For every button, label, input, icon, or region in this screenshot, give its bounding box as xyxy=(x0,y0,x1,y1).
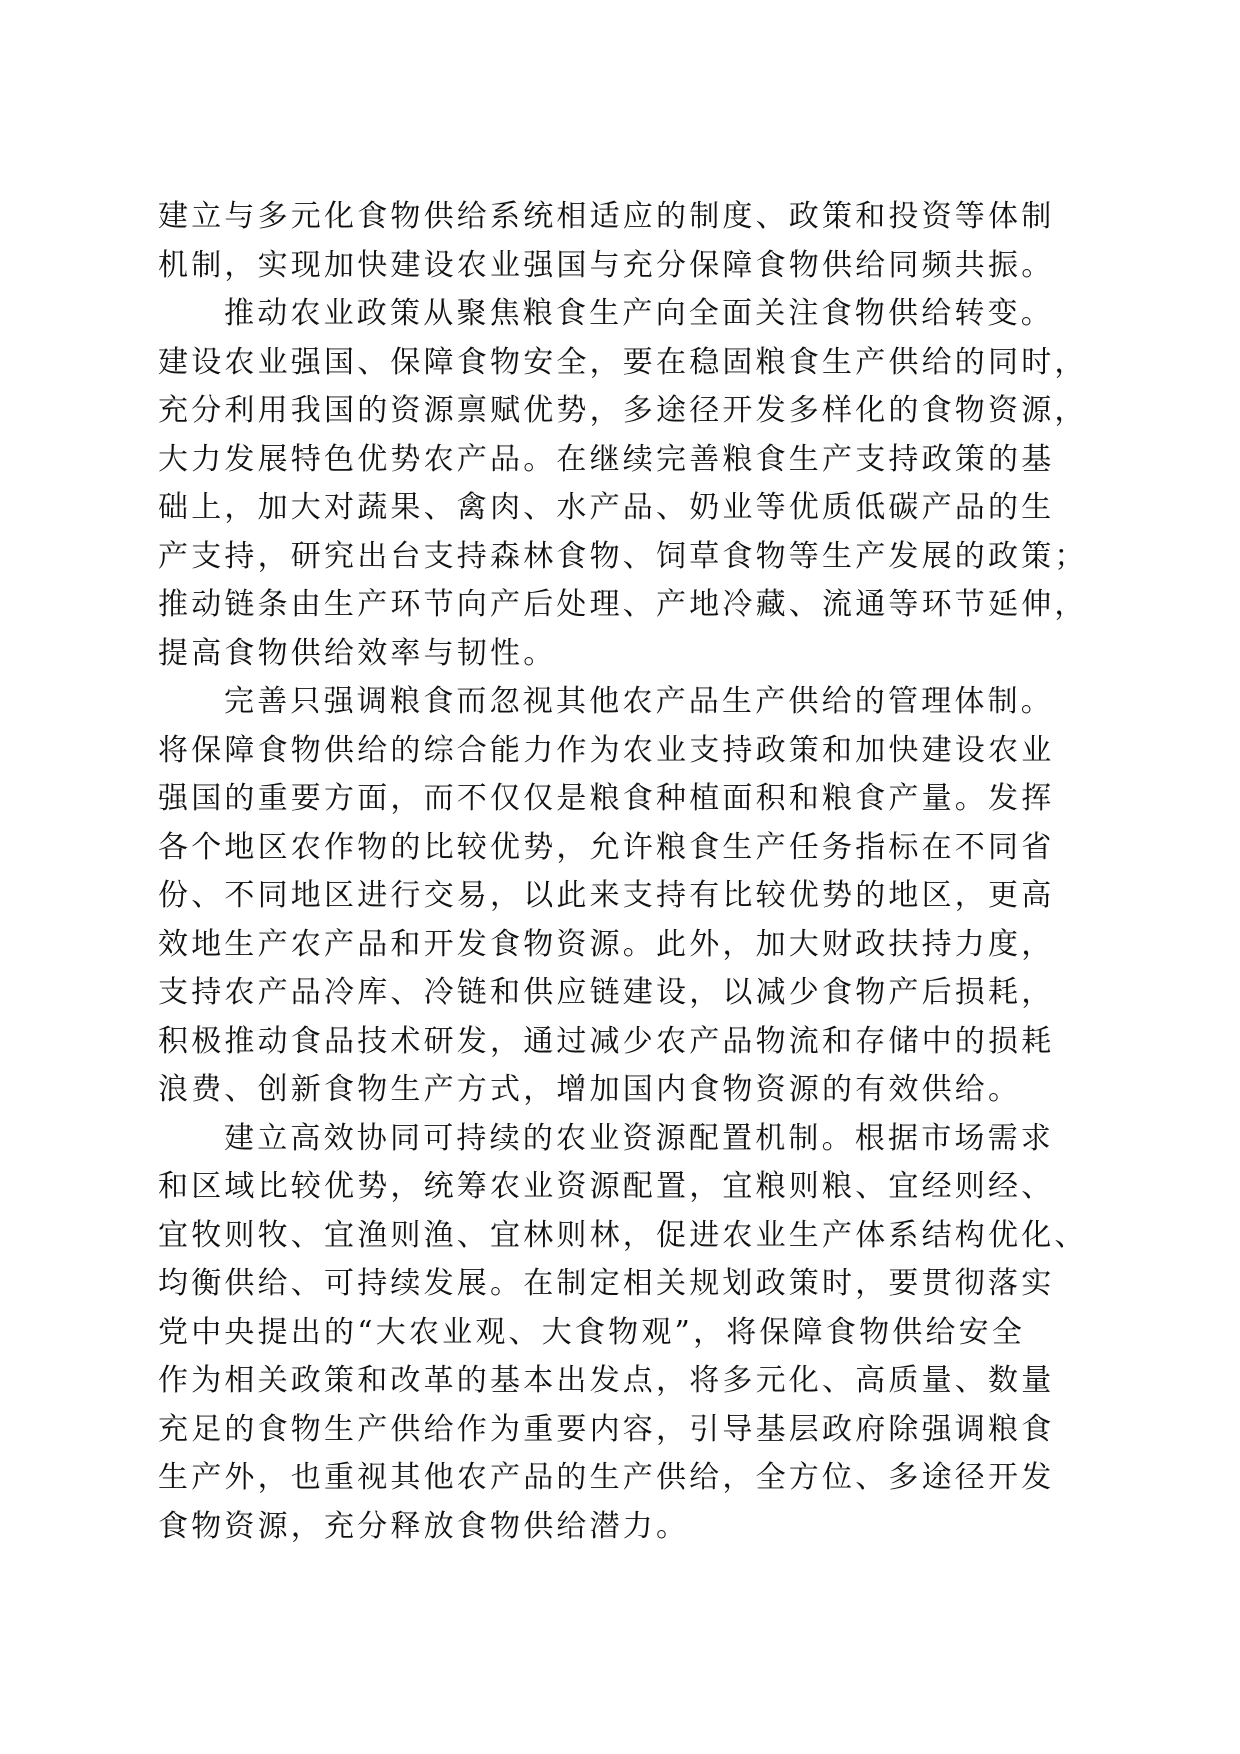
paragraph-line: 建立与多元化食物供给系统相适应的制度、政策和投资等体制 xyxy=(158,199,1055,234)
paragraph-line: 各个地区农作物的比较优势，允许粮食生产任务指标在不同省 xyxy=(158,829,1055,865)
paragraph-line: 将保障食物供给的综合能力作为农业支持政策和加快建设农业 xyxy=(158,732,1055,768)
paragraph-4 xyxy=(158,1115,1088,1552)
paragraph-line: 宜牧则牧、宜渔则渔、宜林则林，促进农业生产体系结构优化、 xyxy=(158,1217,1088,1253)
document-body xyxy=(158,193,1088,1551)
paragraph-line: 强国的重要方面，而不仅仅是粮食种植面积和粮食产量。发挥 xyxy=(158,781,1055,816)
paragraph-line: 充分利用我国的资源禀赋优势，多途径开发多样化的食物资源， xyxy=(158,393,1088,428)
paragraph-line: 生产外，也重视其他农产品的生产供给，全方位、多途径开发 xyxy=(158,1460,1055,1495)
paragraph-line: 提高食物供给效率与韧性。 xyxy=(158,635,557,671)
paragraph-line: 食物资源，充分释放食物供给潜力。 xyxy=(158,1508,690,1544)
paragraph-line: 积极推动食品技术研发，通过减少农产品物流和存储中的损耗 xyxy=(158,1023,1055,1059)
paragraph-line: 础上，加大对蔬果、禽肉、水产品、奶业等优质低碳产品的生 xyxy=(158,490,1055,525)
paragraph-line: 份、不同地区进行交易，以此来支持有比较优势的地区，更高 xyxy=(158,878,1055,913)
paragraph-line: 作为相关政策和改革的基本出发点，将多元化、高质量、数量 xyxy=(158,1363,1055,1398)
paragraph-line: 完善只强调粮食而忽视其他农产品生产供给的管理体制。 xyxy=(224,684,1054,719)
paragraph-line: 产支持，研究出台支持森林食物、饲草食物等生产发展的政策； xyxy=(158,538,1088,574)
paragraph-line: 建立高效协同可持续的农业资源配置机制。根据市场需求 xyxy=(224,1120,1054,1156)
paragraph-line: 支持农产品冷库、冷链和供应链建设，以减少食物产后损耗， xyxy=(158,975,1055,1010)
paragraph-line: 均衡供给、可持续发展。在制定相关规划政策时，要贯彻落实 xyxy=(158,1266,1055,1301)
paragraph-line: 充足的食物生产供给作为重要内容，引导基层政府除强调粮食 xyxy=(158,1411,1055,1447)
paragraph-line: 浪费、创新食物生产方式，增加国内食物资源的有效供给。 xyxy=(158,1072,1022,1107)
paragraph-1 xyxy=(158,193,1078,290)
paragraph-line: 建设农业强国、保障食物安全，要在稳固粮食生产供给的同时， xyxy=(158,344,1088,380)
paragraph-3 xyxy=(158,678,1078,1115)
paragraph-line: 大力发展特色优势农产品。在继续完善粮食生产支持政策的基 xyxy=(158,441,1055,477)
paragraph-line: 推动农业政策从聚焦粮食生产向全面关注食物供给转变。 xyxy=(224,296,1054,331)
paragraph-line: 和区域比较优势，统筹农业资源配置，宜粮则粮、宜经则经、 xyxy=(158,1169,1055,1204)
paragraph-line: 推动链条由生产环节向产后处理、产地冷藏、流通等环节延伸， xyxy=(158,587,1088,622)
paragraph-line: 效地生产农产品和开发食物资源。此外，加大财政扶持力度， xyxy=(158,926,1055,962)
paragraph-2 xyxy=(158,290,1088,678)
paragraph-line: 机制，实现加快建设农业强国与充分保障食物供给同频共振。 xyxy=(158,247,1055,283)
paragraph-line: 党中央提出的“大农业观、大食物观”，将保障食物供给安全 xyxy=(158,1314,1026,1350)
